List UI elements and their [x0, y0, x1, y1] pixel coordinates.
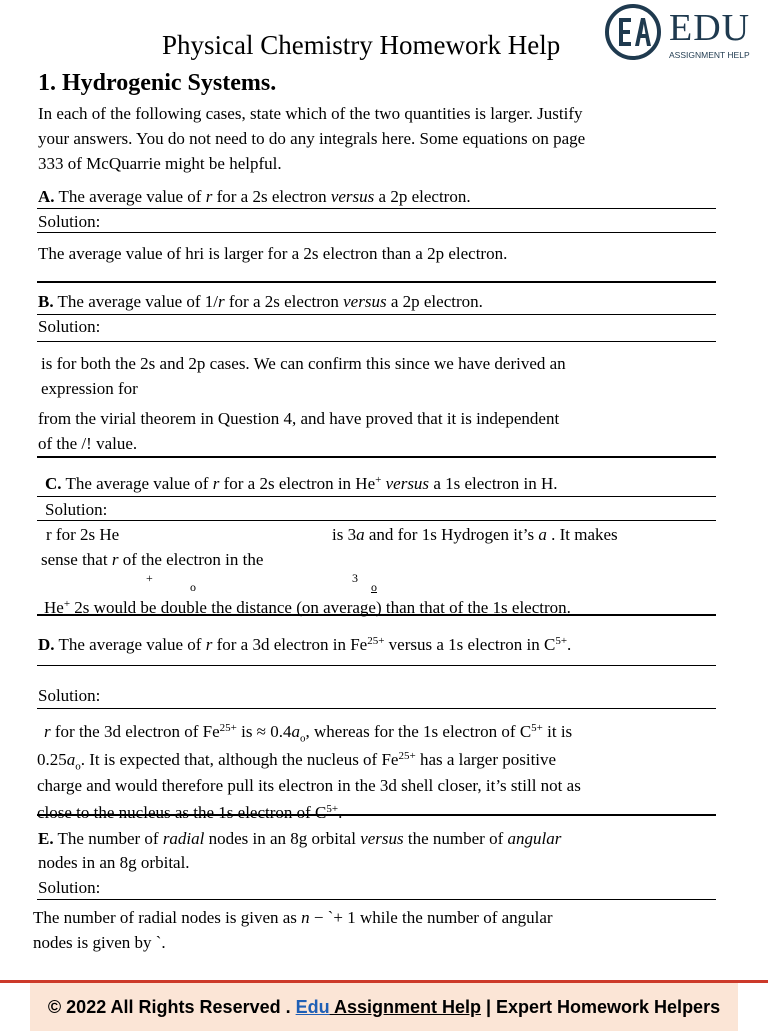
intro-line-3: 333 of McQuarrie might be helpful.: [38, 154, 282, 173]
part-b-question: B. The average value of 1/r for a 2s electron versus a 2p electron.: [38, 292, 483, 311]
divider: [37, 614, 716, 616]
equation-fragment: 3: [352, 571, 358, 585]
divider: [37, 708, 716, 709]
ea-logo-icon: [605, 4, 661, 60]
divider: [37, 456, 716, 458]
edu-logo: [605, 4, 765, 62]
part-c-question: C. The average value of r for a 2s electron in He+ versus a 1s electron in H.: [45, 474, 558, 493]
solution-label: Solution:: [38, 686, 101, 705]
part-b-answer-line-1: is for both the 2s and 2p cases. We can confirm this since we have derived an: [41, 354, 566, 373]
part-d-answer-line-4: close to the nucleus as the 1s electron of $C^{5+}$.: [37, 803, 343, 822]
page-title: Physical Chemistry Homework Help: [162, 30, 561, 60]
part-d-letter: D.: [38, 635, 55, 654]
part-b-answer-line-3: from the virial theorem in Question 4, and have proved that it is independent: [38, 409, 560, 428]
intro-line-1: In each of the following cases, state which of the two quantities is larger. Justify: [38, 104, 583, 123]
part-a-question: A. The average value of r for a 2s electron versus a 2p electron.: [38, 187, 471, 206]
section-heading: [38, 70, 276, 97]
edu-link[interactable]: Edu: [295, 997, 330, 1017]
part-c-answer-line-3: He+ 2s would be double the distance (on average) than that of the 1s electron.: [44, 598, 571, 617]
part-d-answer-line-1: r for the 3d electron of $Fe^{25+}$ is ≈ $0.4a_o$, whereas for the 1s electron of $C^{5+}$ it is: [44, 722, 573, 745]
divider: [37, 814, 716, 816]
part-e-answer-line-1: The number of radial nodes is given as n − `+ 1 while the number of angular: [33, 908, 553, 927]
assignment-help-link[interactable]: Assignment Help: [329, 997, 481, 1017]
part-e-letter: E.: [38, 829, 54, 848]
part-b-answer-line-2: expression for: [41, 379, 138, 398]
part-d-question: D. The average value of r for a 3d electron in $Fe^{25+}$ versus a 1s electron in $C^{5+}$.: [38, 635, 572, 654]
part-c-answer-line-1a: r for 2s He: [46, 525, 120, 544]
part-e-question-line-2: nodes in an 8g orbital.: [38, 853, 190, 872]
divider: [37, 665, 716, 666]
intro-line-2: your answers. You do not need to do any integrals here. Some equations on page: [38, 129, 586, 148]
part-d-answer-line-3: charge and would therefore pull its electron in the 3d shell closer, it’s still not as: [37, 776, 581, 795]
divider: [37, 520, 716, 521]
part-d-answer-line-2: $0.25a_o$. It is expected that, although the nucleus of $Fe^{25+}$ has a larger positive: [37, 750, 557, 773]
divider: [37, 232, 716, 233]
part-b-answer-line-4: of the /! value.: [38, 434, 138, 453]
part-a-answer: The average value of hri is larger for a 2s electron than a 2p electron.: [38, 244, 508, 263]
divider: [37, 314, 716, 315]
divider: [37, 496, 716, 497]
part-e-answer-line-2: nodes is given by `.: [33, 933, 166, 952]
divider: [37, 208, 716, 209]
section-number: 1.: [38, 70, 56, 96]
logo-wordmark: EDU: [669, 7, 751, 49]
solution-label: Solution:: [45, 500, 108, 519]
solution-label: Solution:: [38, 317, 101, 336]
part-a-letter: A.: [38, 187, 55, 206]
part-c-answer-line-2: sense that r of the electron in the: [41, 550, 264, 569]
solution-label: Solution:: [38, 212, 101, 231]
equation-fragment: o: [190, 580, 196, 594]
part-c-answer-line-1b: is 3a and for 1s Hydrogen it’s a . It makes: [332, 525, 618, 544]
logo-subtext: ASSIGNMENT HELP: [669, 50, 750, 60]
part-e-question-line-1: E. The number of radial nodes in an 8g orbital versus the number of angular: [38, 829, 562, 848]
divider: [37, 341, 716, 342]
part-b-letter: B.: [38, 292, 54, 311]
footer-text: © 2022 All Rights Reserved . Edu Assignment Help | Expert Homework Helpers: [30, 983, 738, 1031]
solution-label: Solution:: [38, 878, 101, 897]
equation-fragment: +: [146, 571, 153, 585]
equation-fragment: o: [371, 580, 377, 594]
divider: [37, 281, 716, 283]
part-c-letter: C.: [45, 474, 62, 493]
footer-bar: [0, 980, 768, 1027]
divider: [37, 899, 716, 900]
section-title: Hydrogenic Systems.: [62, 70, 277, 96]
